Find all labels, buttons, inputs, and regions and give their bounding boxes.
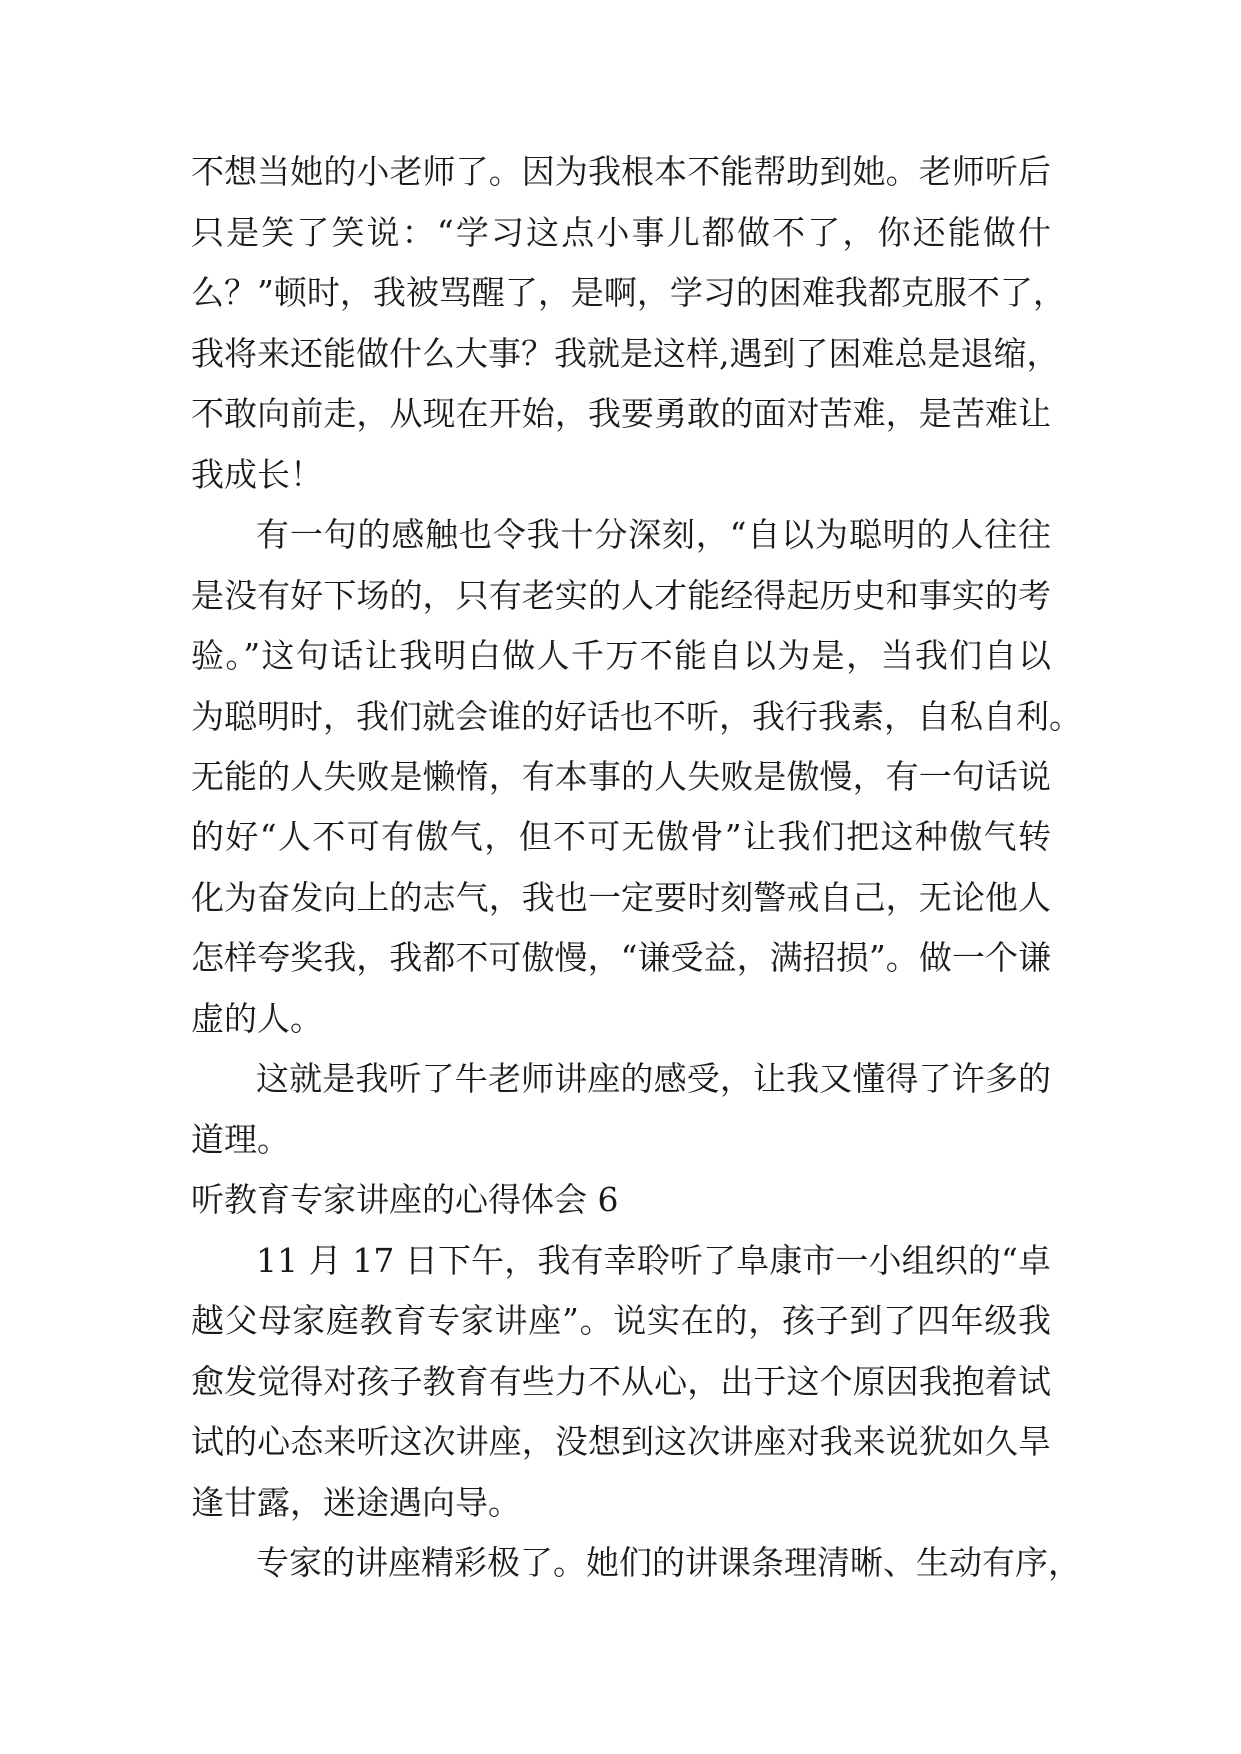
paragraph-line: 11 月 17 日下午，我有幸聆听了阜康市一小组织的“卓 (256, 1241, 1051, 1280)
paragraph-line: 验。”这句话让我明白做人千万不能自以为是，当我们自以 (191, 636, 1051, 675)
paragraph-line: 这就是我听了牛老师讲座的感受，让我又懂得了许多的 (256, 1059, 1051, 1098)
paragraph-line: 怎样夸奖我，我都不可傲慢，“谦受益，满招损”。做一个谦 (191, 938, 1051, 977)
paragraph-line: 不想当她的小老师了。因为我根本不能帮助到她。老师听后 (191, 152, 1051, 191)
paragraph-line: 无能的人失败是懒惰，有本事的人失败是傲慢，有一句话说 (191, 757, 1051, 796)
paragraph-line: 只是笑了笑说：“学习这点小事儿都做不了，你还能做什 (191, 213, 1051, 252)
paragraph-line: 的好“人不可有傲气，但不可无傲骨”让我们把这种傲气转 (191, 817, 1051, 856)
paragraph-line: 专家的讲座精彩极了。她们的讲课条理清晰、生动有序， (256, 1543, 1081, 1582)
section-heading: 听教育专家讲座的心得体会 6 (191, 1180, 619, 1219)
paragraph-line: 愈发觉得对孩子教育有些力不从心，出于这个原因我抱着试 (191, 1362, 1051, 1401)
paragraph-line: 么？”顿时，我被骂醒了，是啊，学习的困难我都克服不了， (191, 273, 1066, 312)
paragraph-line: 逢甘露，迷途遇向导。 (191, 1483, 521, 1522)
paragraph-line: 道理。 (191, 1120, 290, 1159)
paragraph-line: 虚的人。 (191, 999, 323, 1038)
paragraph-line: 化为奋发向上的志气，我也一定要时刻警戒自己，无论他人 (191, 878, 1051, 917)
paragraph-line: 不敢向前走，从现在开始，我要勇敢的面对苦难，是苦难让 (191, 394, 1051, 433)
paragraph-line: 试的心态来听这次讲座，没想到这次讲座对我来说犹如久旱 (191, 1422, 1051, 1461)
paragraph-line: 是没有好下场的，只有老实的人才能经得起历史和事实的考 (191, 576, 1051, 615)
paragraph-line: 我成长！ (191, 455, 323, 494)
paragraph-line: 为聪明时，我们就会谁的好话也不听，我行我素，自私自利。 (191, 697, 1082, 736)
paragraph-line: 越父母家庭教育专家讲座”。说实在的，孩子到了四年级我 (191, 1301, 1051, 1340)
paragraph-line: 有一句的感触也令我十分深刻，“自以为聪明的人往往 (256, 515, 1051, 554)
paragraph-line: 我将来还能做什么大事？我就是这样,遇到了困难总是退缩， (191, 334, 1060, 373)
